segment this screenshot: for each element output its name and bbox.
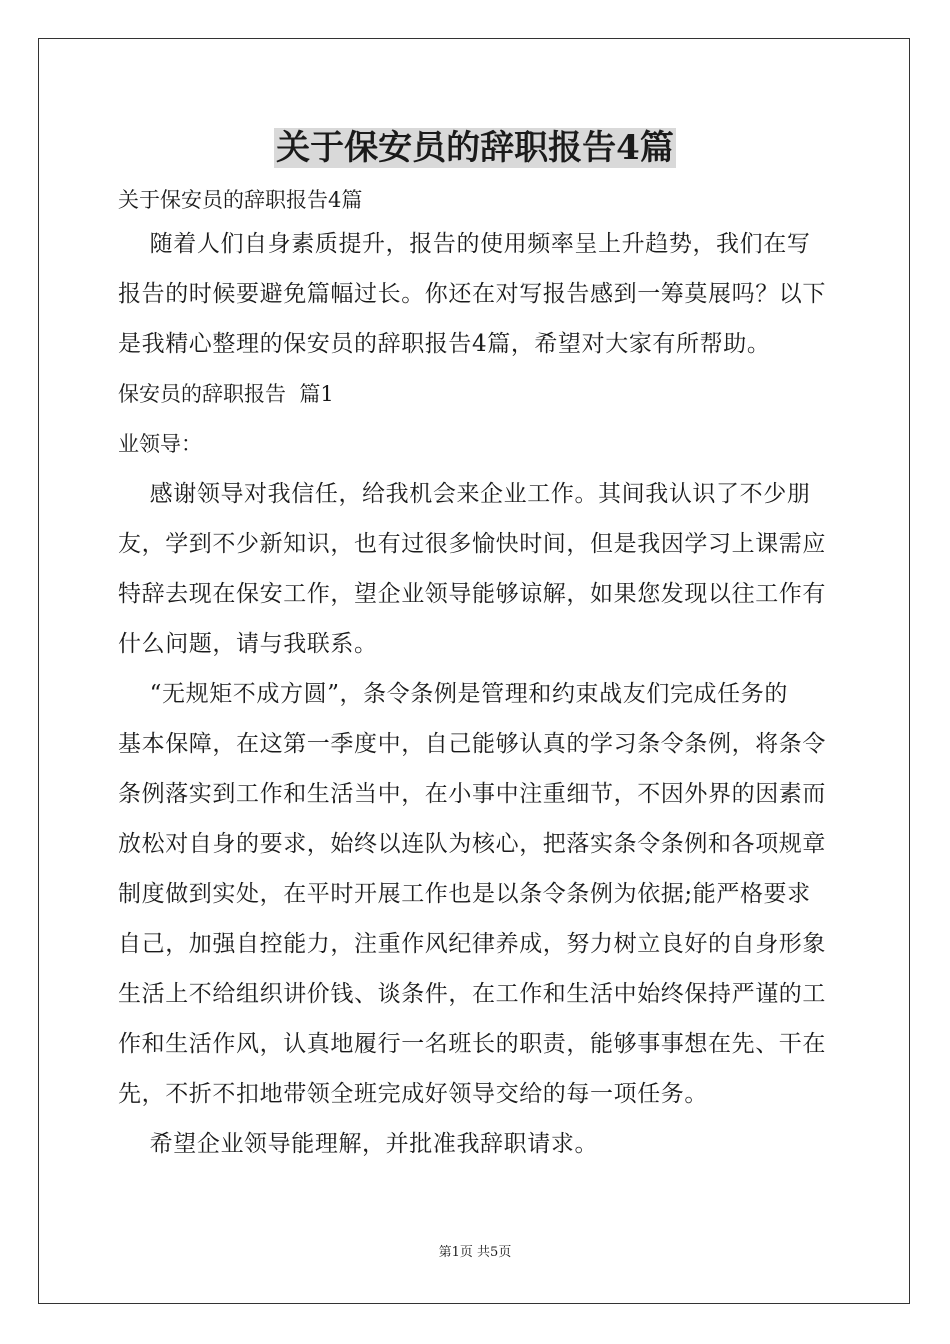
text-line: 先，不折不扣地带领全班完成好领导交给的每一项任务。 xyxy=(118,1081,708,1107)
salutation: 业领导： xyxy=(118,432,202,456)
text-line: 特辞去现在保安工作，望企业领导能够谅解，如果您发现以往工作有 xyxy=(118,581,826,607)
paragraph-2 xyxy=(118,669,834,1119)
section-heading: 保安员的辞职报告 篇1 xyxy=(118,382,334,406)
text-line: 报告的时候要避免篇幅过长。你还在对写报告感到一筹莫展吗？以下 xyxy=(118,281,826,307)
paragraph-1 xyxy=(118,469,834,669)
document-body xyxy=(118,181,834,1169)
text-line: 基本保障，在这第一季度中，自己能够认真的学习条令条例，将条令 xyxy=(118,731,826,757)
text-line: “无规矩不成方圆”，条令条例是管理和约束战友们完成任务的 xyxy=(118,681,788,707)
intro-paragraph xyxy=(118,219,834,369)
text-line: 友，学到不少新知识，也有过很多愉快时间，但是我因学习上课需应 xyxy=(118,531,826,557)
document-title xyxy=(0,126,950,170)
text-line: 希望企业领导能理解，并批准我辞职请求。 xyxy=(118,1131,599,1157)
text-line: 作和生活作风，认真地履行一名班长的职责，能够事事想在先、干在 xyxy=(118,1031,826,1057)
text-line: 制度做到实处，在平时开展工作也是以条令条例为依据;能严格要求 xyxy=(118,881,811,907)
text-line: 放松对自身的要求，始终以连队为核心，把落实条令条例和各项规章 xyxy=(118,831,826,857)
paragraph-3 xyxy=(118,1119,834,1169)
text-line: 什么问题，请与我联系。 xyxy=(118,631,378,657)
text-line: 条例落实到工作和生活当中，在小事中注重细节，不因外界的因素而 xyxy=(118,781,826,807)
text-line: 感谢领导对我信任，给我机会来企业工作。其间我认识了不少朋 xyxy=(118,481,811,507)
text-line: 生活上不给组织讲价钱、谈条件，在工作和生活中始终保持严谨的工 xyxy=(118,981,826,1007)
text-line: 是我精心整理的保安员的辞职报告4篇，希望对大家有所帮助。 xyxy=(118,331,771,357)
page-footer: 第1页 共5页 xyxy=(438,1245,512,1260)
text-line: 自己，加强自控能力，注重作风纪律养成，努力树立良好的自身形象 xyxy=(118,931,826,957)
document-title-text: 关于保安员的辞职报告4篇 xyxy=(276,128,674,168)
text-line: 随着人们自身素质提升，报告的使用频率呈上升趋势，我们在写 xyxy=(118,231,811,257)
document-subtitle: 关于保安员的辞职报告4篇 xyxy=(118,188,363,212)
